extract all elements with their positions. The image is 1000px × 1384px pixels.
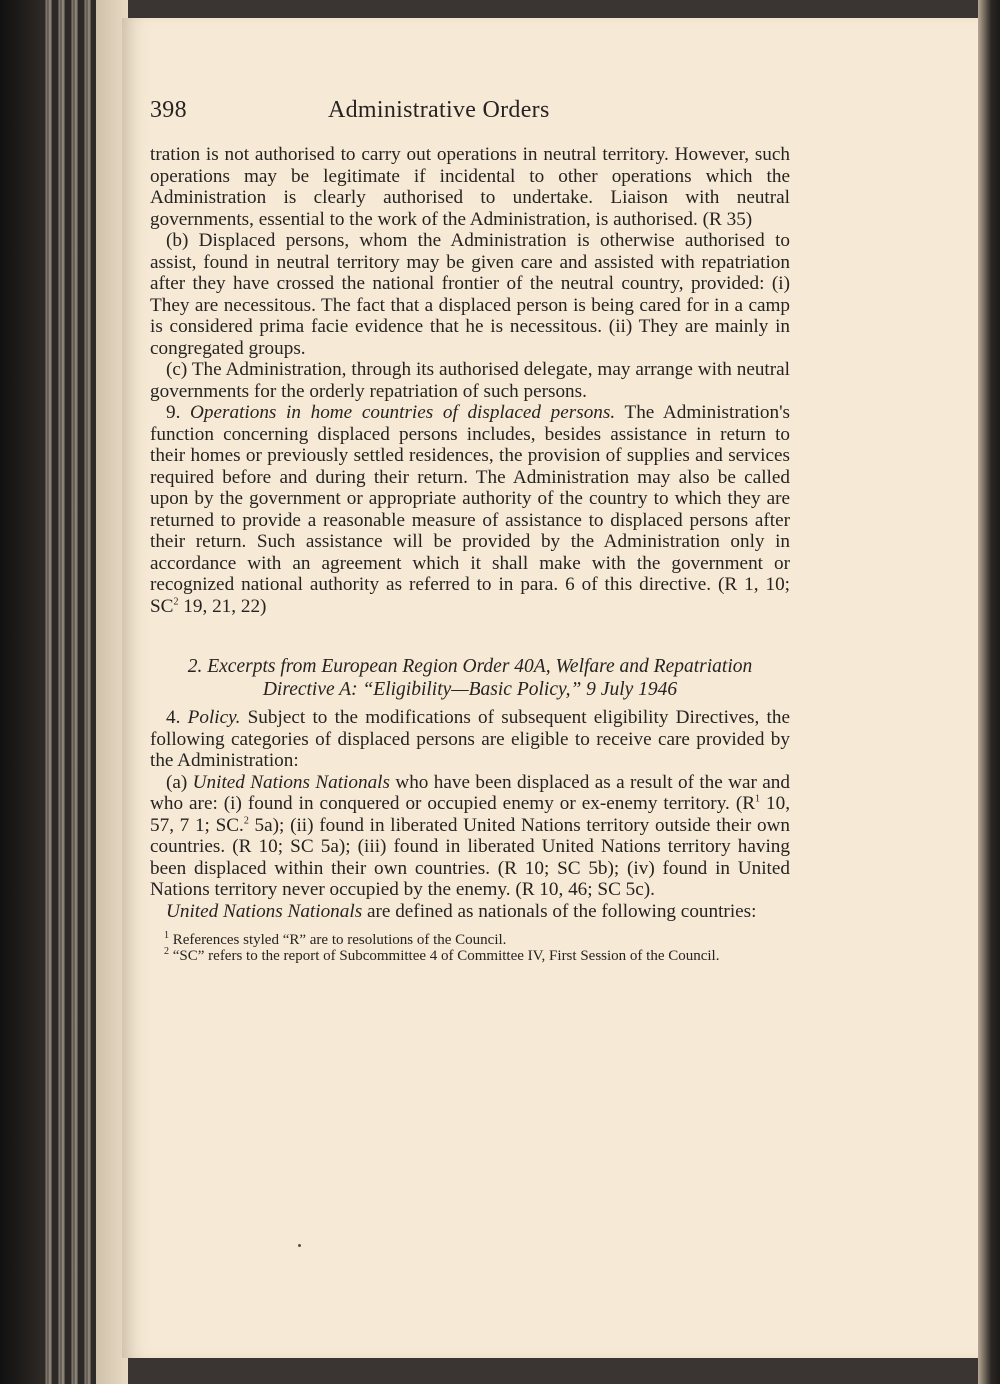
paragraph-9: [150, 402, 790, 617]
paragraph-4-title: Policy.: [187, 707, 241, 728]
running-head: [150, 97, 790, 144]
paragraph-b: (b) Displaced persons, whom the Administration is otherwise authorised to assist, found in neutral territory may be given care and assisted with repatriation after they have crossed the national frontier of the neutral country, provided: (i) They are necessitous. The fact that a displaced person is being cared for in a camp is considered prima facie evidence that he is necessitous. (ii) They are mainly in congregated groups.: [150, 230, 790, 359]
footnote-1-text: References styled “R” are to resolutions of the Council.: [169, 932, 507, 948]
running-title: Administrative Orders: [328, 97, 550, 123]
paragraph-9-body: The Administration's function concerning displaced persons includes, besides assistance in return to their homes or previously settled residences, the provision of supplies and services required before and during their return. The Administration may also be called upon by the government or appropriate authority of the country to which they are returned to provide a reasonable measure of assistance to displaced persons after their return. Such assistance will be provided by the Administration only in accordance with an agreement which it shall make with the government or recognized national authority as referred to in para. 6 of this directive. (R 1, 10; SC: [150, 402, 790, 617]
footnote-ref-2: 2: [243, 815, 249, 827]
paragraph-a-text-2: 10, 57, 7 1; SC.: [150, 793, 791, 836]
paragraph-a-text-3: 5a); (ii) found in liberated United Nations territory outside their own countries. (R 10; SC 5a); (iii) found in liberated United Nations territory having been displaced within their own countries. (R 10; SC 5b); (iv) found in United Nations territory never occupied by the enemy. (R 10, 46; SC 5c).: [150, 814, 790, 900]
footnote-2-text: “SC” refers to the report of Subcommittee 4 of Committee IV, First Session of the Council.: [169, 948, 720, 964]
paragraph-c: (c) The Administration, through its authorised delegate, may arrange with neutral governments for the orderly repatriation of such persons.: [150, 359, 790, 402]
paragraph-a-text-1: who have been displaced as a result of the war and who are: (i) found in conquered or occupied enemy or ex-enemy territory. (R: [150, 771, 790, 814]
paragraph-4-number: 4.: [166, 707, 181, 728]
paragraph-a-title: United Nations Nationals: [192, 771, 390, 793]
page-number: 398: [150, 97, 187, 123]
paragraph-a: [150, 772, 790, 901]
footnote-2-mark: 2: [164, 946, 169, 957]
un-nationals-body: are defined as nationals of the following countries:: [362, 900, 757, 922]
paragraph-9-title: Operations in home countries of displaced persons.: [190, 402, 616, 423]
un-nationals-title: United Nations Nationals: [166, 900, 363, 922]
page-text: [150, 97, 791, 964]
paragraph-4-body: Subject to the modifications of subsequent eligibility Directives, the following categories of displaced persons are eligible to receive care provided by the Administration:: [150, 707, 790, 771]
book-right-edge: [978, 0, 1000, 1384]
paragraph-9-end: 19, 21, 22): [178, 595, 267, 617]
footnote-ref: 2: [173, 596, 179, 608]
section-heading-line-1: 2. Excerpts from European Region Order 40A, Welfare and Repatriation: [187, 656, 753, 677]
footnote-2: [150, 948, 790, 964]
paragraph-un-nationals: [150, 901, 790, 923]
page-block-edges: [0, 0, 128, 1384]
paragraph-continuation: tration is not authorised to carry out operations in neutral territory. However, such operations may be legitimate if incidental to other operations which the Administration is clearly authorised to undertake. Liaison with neutral governments, essential to the work of the Administration, is authorised. (R 35): [150, 144, 790, 230]
section-heading-line-2: Directive A: “Eligibility—Basic Policy,” 9 July 1946: [262, 679, 678, 700]
page-speck: [298, 1244, 301, 1247]
section-heading: [150, 655, 790, 701]
paragraph-a-label: (a): [166, 771, 188, 793]
footnote-1: [150, 932, 790, 948]
paragraph-4-policy: [150, 707, 790, 772]
paragraph-9-number: 9.: [166, 402, 181, 423]
footnote-ref-1: 1: [755, 793, 761, 805]
footnote-1-mark: 1: [164, 930, 169, 941]
footnotes: [150, 932, 790, 964]
